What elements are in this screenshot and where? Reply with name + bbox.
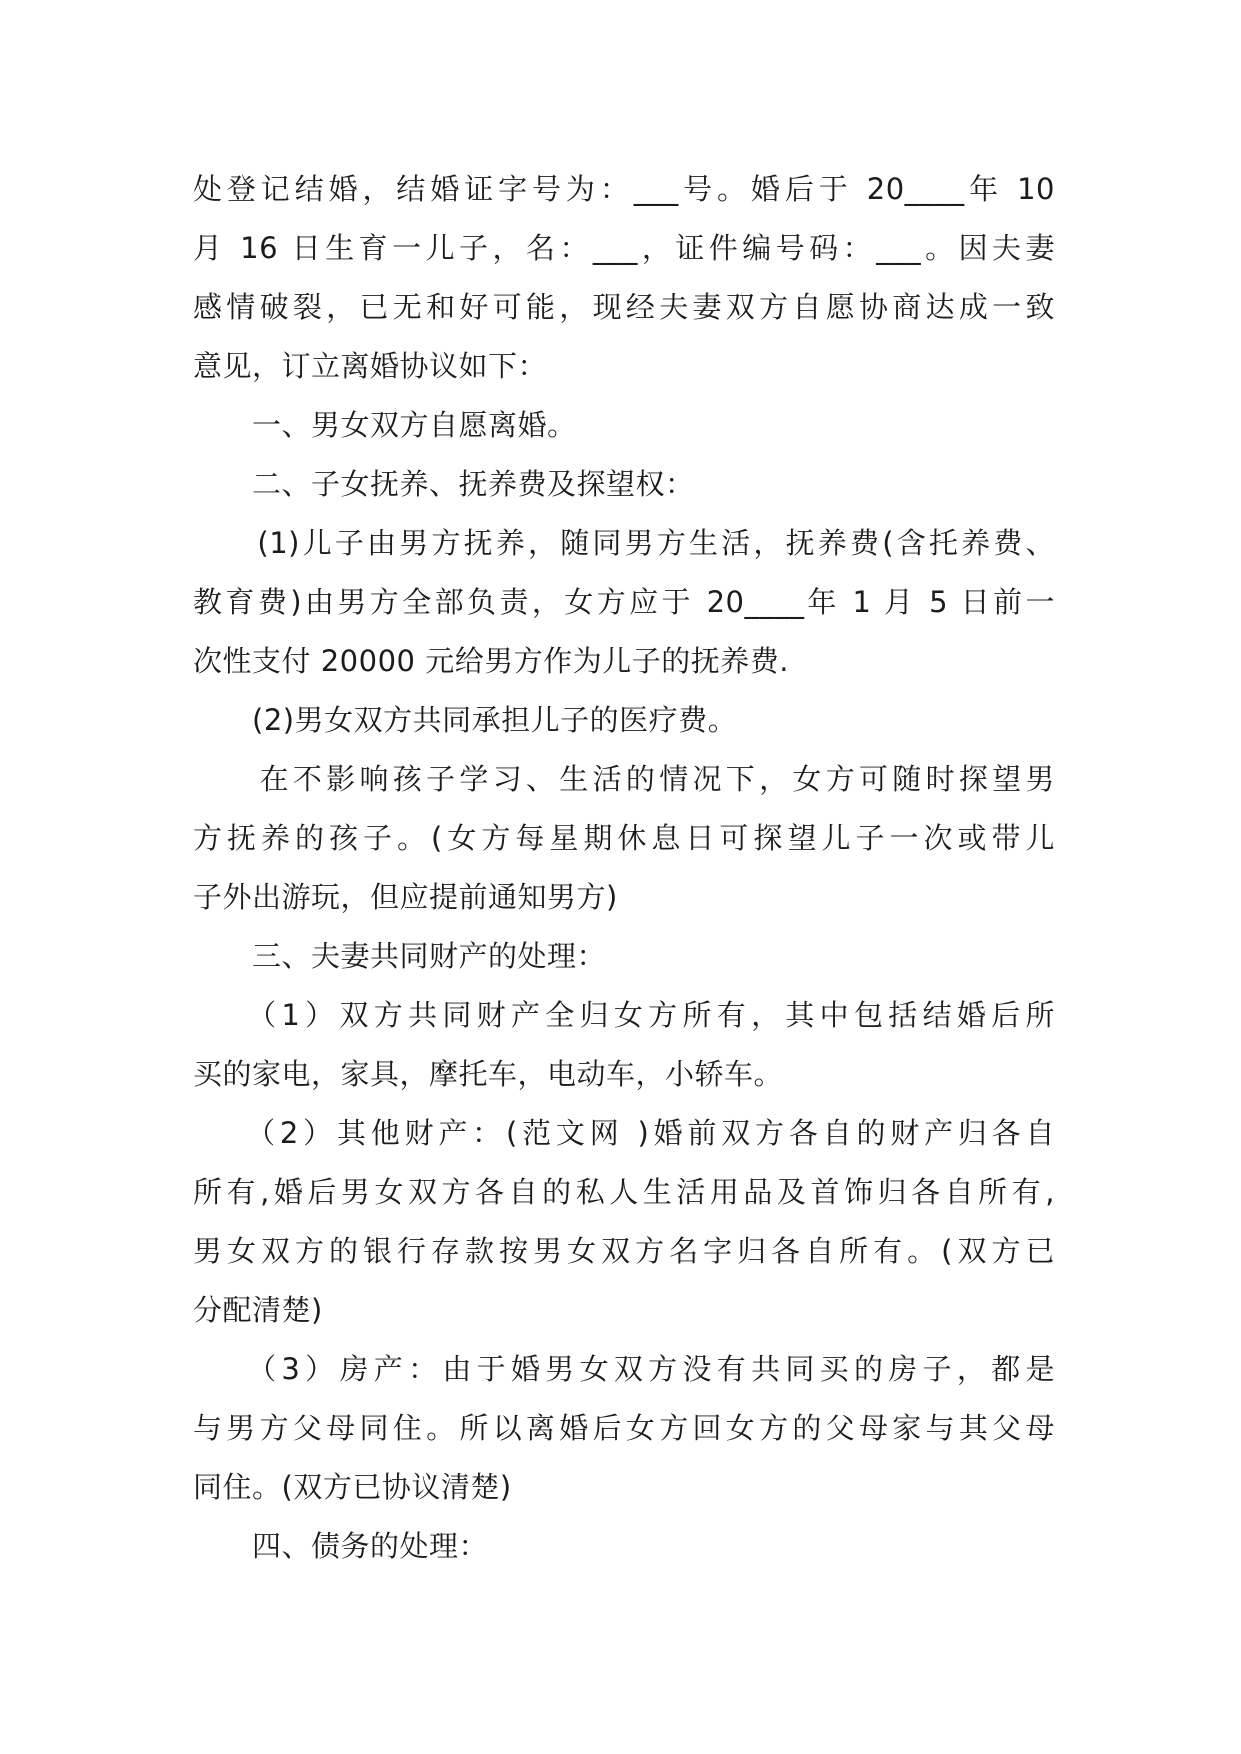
text-line: （3）房产：由于婚男女双方没有共同买的房子，都是 <box>193 1352 1055 1386</box>
text-line: 在不影响孩子学习、生活的情况下，女方可随时探望男 <box>193 762 1055 796</box>
text-line: 处登记结婚，结婚证字号为：___号。婚后于 20____年 10 <box>193 172 1055 206</box>
clause-heading: 三、夫妻共同财产的处理： <box>193 939 607 973</box>
text-line: 感情破裂，已无和好可能，现经夫妻双方自愿协商达成一致 <box>193 290 1055 324</box>
text-line: 子外出游玩，但应提前通知男方) <box>193 880 618 914</box>
text-line: 月 16 日生育一儿子，名：___，证件编号码：___。因夫妻 <box>193 231 1055 265</box>
text-line: 买的家电，家具，摩托车，电动车，小轿车。 <box>193 1057 784 1091</box>
text-line: （2）其他财产：(范文网 )婚前双方各自的财产归各自 <box>193 1116 1055 1150</box>
text-line: 次性支付 20000 元给男方作为儿子的抚养费. <box>193 644 789 678</box>
clause-heading: 四、债务的处理： <box>193 1529 489 1563</box>
text-line: 男女双方的银行存款按男女双方名字归各自所有。(双方已 <box>193 1234 1055 1268</box>
text-line: 方抚养的孩子。(女方每星期休息日可探望儿子一次或带儿 <box>193 821 1055 855</box>
text-line: 分配清楚) <box>193 1293 323 1327</box>
text-line: 所有,婚后男女双方各自的私人生活用品及首饰归各自所有, <box>193 1175 1055 1209</box>
text-line: 与男方父母同住。所以离婚后女方回女方的父母家与其父母 <box>193 1411 1055 1445</box>
text-line: （1）双方共同财产全归女方所有，其中包括结婚后所 <box>193 998 1055 1032</box>
clause-heading: 二、子女抚养、抚养费及探望权： <box>193 467 695 501</box>
text-line: 教育费)由男方全部负责，女方应于 20____年 1 月 5 日前一 <box>193 585 1055 619</box>
text-line: (2)男女双方共同承担儿子的医疗费。 <box>193 703 738 737</box>
clause-heading: 一、男女双方自愿离婚。 <box>193 408 577 442</box>
text-line: 意见，订立离婚协议如下： <box>193 349 548 383</box>
agreement-body <box>193 160 1055 1576</box>
text-line: 同住。(双方已协议清楚) <box>193 1470 512 1504</box>
text-line: (1)儿子由男方抚养，随同男方生活，抚养费(含托养费、 <box>193 526 1055 560</box>
